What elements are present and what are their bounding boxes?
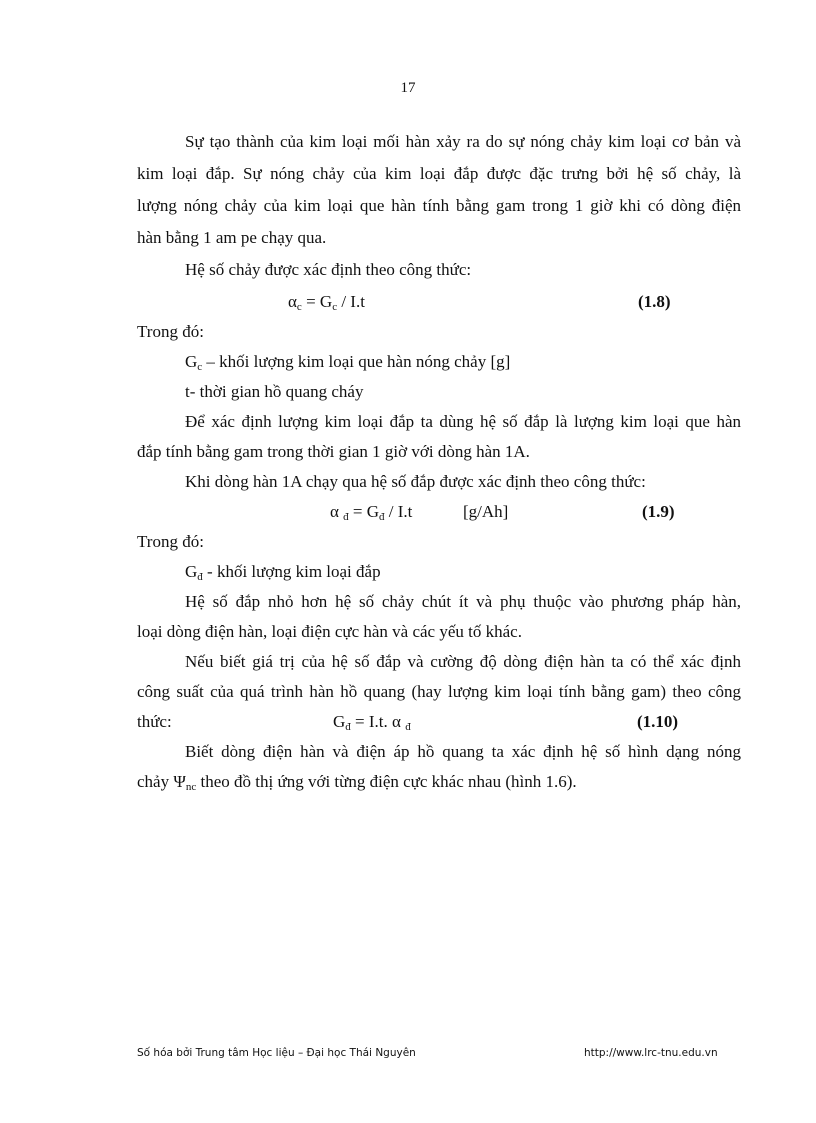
paragraph-line: Khi dòng hàn 1A chạy qua hệ số đắp được xác định theo công thức: [185, 472, 646, 491]
alpha-symbol: α [288, 292, 297, 311]
alpha-symbol: α [392, 712, 401, 731]
subscript: nc [185, 781, 197, 793]
subscript: đ [379, 511, 385, 523]
formula-text: / I.t [337, 292, 365, 311]
paragraph-line: Để xác định lượng kim loại đắp ta dùng hệ số đắp là lượng kim loại que hàn [185, 412, 741, 431]
page-number: 17 [400, 80, 416, 96]
formula-text: = I.t. [350, 712, 393, 731]
formula-text: = G [348, 502, 380, 521]
formula-text: G [333, 712, 346, 731]
footer-left: Số hóa bởi Trung tâm Học liệu – Đại học Thái Nguyên [137, 1047, 416, 1059]
text-span: theo đồ thị ứng với từng điện cực khác nhau (hình 1.6). [196, 772, 577, 791]
paragraph-line: loại dòng điện hàn, loại điện cực hàn và các yếu tố khác. [137, 622, 522, 641]
psi-symbol: Ψ [173, 772, 186, 791]
formula-text: / I.t [384, 502, 413, 521]
paragraph-line: kim loại đắp. Sự nóng chảy của kim loại đắp được đặc trưng bởi hệ số chảy, là [137, 164, 741, 183]
formula-1-8 [288, 292, 365, 312]
formula-1-9 [330, 502, 412, 522]
definition-line [185, 352, 510, 372]
footer-link[interactable]: http://www.lrc-tnu.edu.vn [584, 1047, 718, 1059]
equation-number: (1.10) [637, 712, 679, 731]
subscript: đ [405, 721, 411, 733]
equation-number: (1.8) [638, 292, 671, 311]
paragraph-line: Trong đó: [137, 322, 204, 341]
formula-label: thức: [137, 712, 172, 731]
definition-line [185, 562, 381, 582]
paragraph-line: Nếu biết giá trị của hệ số đắp và cường độ dòng điện hàn ta có thể xác định [185, 652, 741, 671]
paragraph-line: công suất của quá trình hàn hồ quang (hay lượng kim loại tính bằng gam) theo công [137, 682, 741, 701]
paragraph-line: Trong đó: [137, 532, 204, 551]
paragraph-line: hàn bằng 1 am pe chạy qua. [137, 228, 327, 247]
paragraph-line: Hệ số đắp nhỏ hơn hệ số chảy chút ít và phụ thuộc vào phương pháp hàn, [185, 592, 741, 611]
subscript: đ [197, 571, 203, 583]
subscript: đ [343, 511, 349, 523]
equation-number: (1.9) [642, 502, 675, 521]
paragraph-line: Biết dòng điện hàn và điện áp hồ quang ta xác định hệ số hình dạng nóng [185, 742, 741, 761]
subscript: đ [345, 721, 351, 733]
formula-text: G [185, 352, 198, 371]
subscript: c [296, 301, 302, 313]
paragraph-line: Hệ số chảy được xác định theo công thức: [185, 260, 472, 279]
text-span: chảy [137, 772, 174, 791]
formula-text: G [185, 562, 198, 581]
definition-line: t- thời gian hồ quang cháy [185, 382, 364, 401]
paragraph-line: đắp tính bằng gam trong thời gian 1 giờ với dòng hàn 1A. [137, 442, 530, 461]
subscript: c [332, 301, 338, 313]
paragraph-line [137, 772, 577, 792]
formula-1-10 [333, 712, 411, 732]
definition-text: - khối lượng kim loại đắp [202, 562, 381, 581]
formula-text: = G [301, 292, 333, 311]
definition-text: – khối lượng kim loại que hàn nóng chảy [g] [202, 352, 511, 371]
alpha-symbol: α [330, 502, 339, 521]
subscript: c [197, 361, 203, 373]
paragraph-line: Sự tạo thành của kim loại mối hàn xảy ra do sự nóng chảy kim loại cơ bản và [185, 132, 741, 151]
formula-unit: [g/Ah] [463, 502, 509, 521]
paragraph-line: lượng nóng chảy của kim loại que hàn tính bằng gam trong 1 giờ khi có dòng điện [137, 196, 741, 215]
